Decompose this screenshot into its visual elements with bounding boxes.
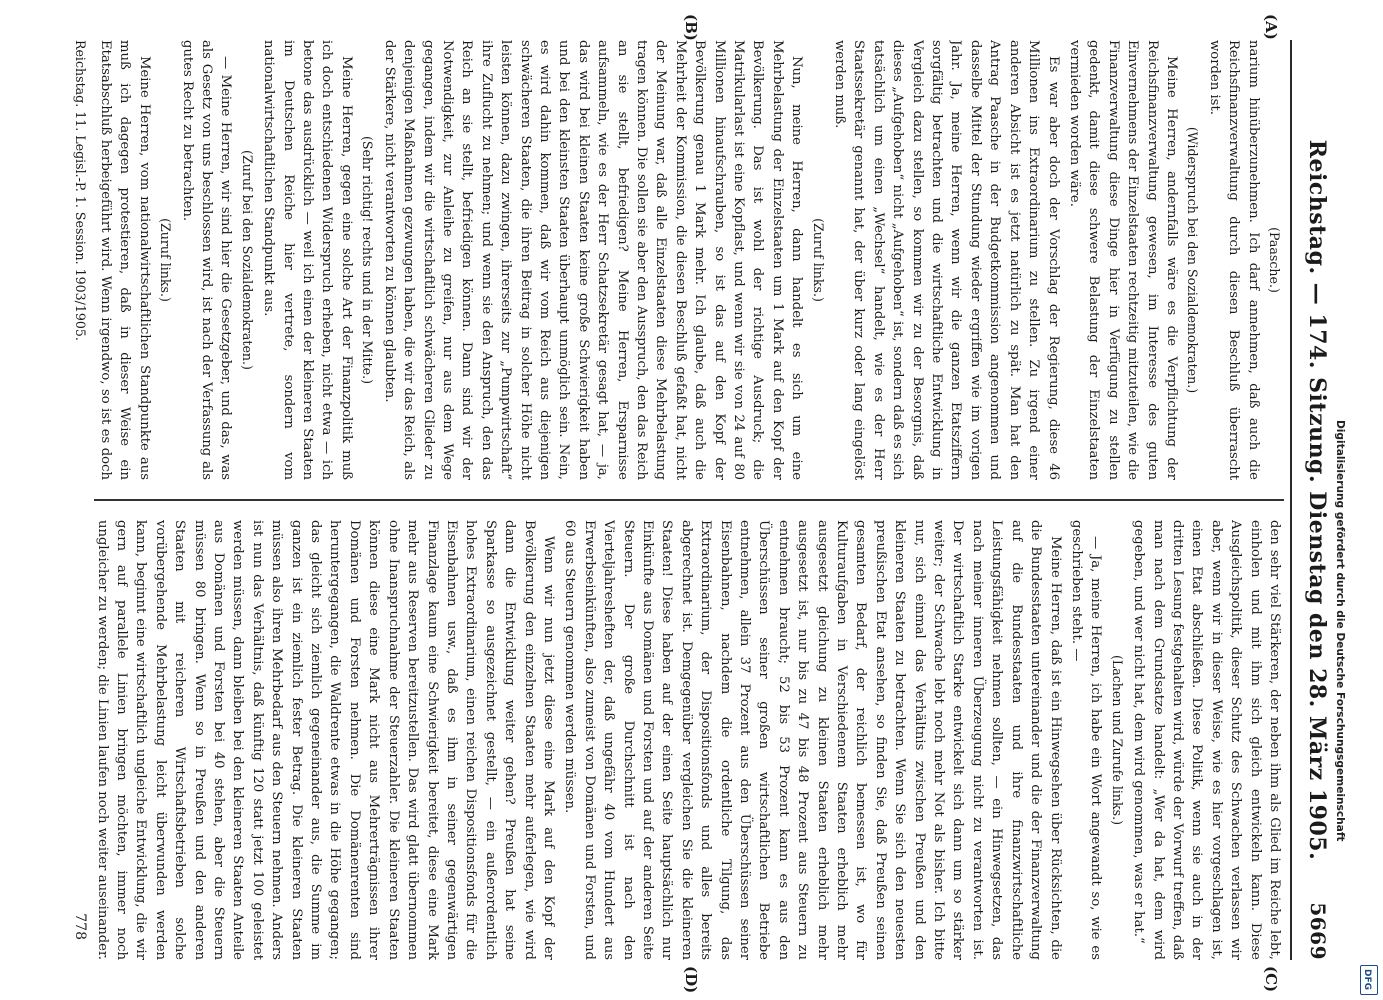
interjection: (Zuruf bei den Sozialdemokraten.) bbox=[239, 150, 255, 370]
rotated-page bbox=[40, 0, 1340, 1000]
dfg-logo-text: DFG bbox=[1362, 969, 1372, 991]
header-title: Reichstag. — 174. Sitzung. Dienstag den 28. März 1905. bbox=[1304, 139, 1330, 861]
dfg-logo-icon bbox=[1360, 965, 1378, 995]
interjection: (Zuruf links.) bbox=[810, 218, 826, 302]
interjection: (Lachen und Zurufe links.) bbox=[1109, 654, 1125, 826]
paragraph: Es war aber doch der Vorschlag der Regierung, diese 46 Millionen ins Extraordinarium zu stellen. Zu irgend einer anderen Absicht ist es jetzt natürlich zu spät. Man hat den Antrag Paasche in der Budgetkommission angenommen und dasselbe Mittel der Stundung wieder ergriffen wie im vorigen Jahr. Ja, meine Herren, wenn wir die ganzen Etatsziffern sorgfältig betrachten und die wirtschaftliche Entwicklung in Vergleich dazu stellen, so kommen wir zu der Besorgnis, daß dieses „Aufgehoben“ nicht „Aufgehoben“ ist, sondern daß es sich tatsächlich um einen „Wechsel“ handelt, wie es der Herr Staatssekretär genannt hat, der über kurz oder lang eingelöst werden muß. bbox=[832, 40, 1061, 480]
footer-number: 778 bbox=[72, 913, 88, 940]
paragraph: — Ja, meine Herren, ich habe ein Wort angewandt so, wie es geschrieben steht. — bbox=[1068, 520, 1104, 960]
margin-mark-a: (A) bbox=[1262, 14, 1280, 40]
digitization-sidebar bbox=[1334, 0, 1380, 1000]
paragraph: Meine Herren, andernfalls wäre es die Verpflichtung der Reichsfinanzverwaltung gewesen, im Interesse des guten Einvernehmens der Einzelstaaten rechtzeitig mitzuteilen, wie die Finanzverwaltung diese Dinge hier in Verfügung zu stellen gedenkt, damit diese schwere Belastung der Einzelstaaten vermieden worden wäre. bbox=[1066, 40, 1179, 480]
paragraph: Meine Herren, vom nationalwirtschaftlichen Standpunkte aus muß ich dagegen protestieren, daß in dieser Weise ein Etatsabschluß herbeigeführt wird. Wenn irgendwo, so ist es doch bbox=[98, 40, 152, 480]
page-content bbox=[40, 0, 1340, 1000]
margin-mark-b: (B) bbox=[682, 14, 700, 41]
interjection: (Sehr richtig! rechts und in der Mitte.) bbox=[360, 135, 376, 385]
paragraph: — Meine Herren, wir sind hier die Gesetzgeber, und das, was als Gesetz von uns beschlossen wird, ist nach der Verfassung als gutes Recht zu betrachten. bbox=[179, 40, 234, 480]
paragraph: Meine Herren, daß ist ein Hinwegsehen über Rücksichten, die die Bundesstaaten untereinander und die der Finanzverwaltung auf die Bundesstaaten und ihre finanzwirtschaftliche Leistungsfähigkeit nehmen sollten, — ein Hinwegsetzen, das nach meiner inneren Überzeugung nicht zu verantworten ist. Der wirtschaftlich Starke entwickelt sich dann um so stärker weiter; der Schwache lebt noch mehr Not als bisher. Ich bitte nur, sich einmal das Verhältnis zwischen Preußen und den kleineren Staaten zu betrachten. Wenn Sie sich den neuesten preußischen Etat ansehen, so finden Sie, daß Preußen seinen gesamten Bedarf, der reichlich bemessen ist, wo für Kulturaufgaben in Verschiedenem Staaten erheblich mehr ausgesetzt gleichung zu kleinen Staaten erheblich mehr ausgesetzt ist, nur bis zu 47 bis 48 Prozent aus Steuern zu entnehmen braucht; 52 bis 53 Prozent kann es aus den Überschüssen seiner großen wirtschaftlichen Betriebe entnehmen, allein 37 Prozent aus den Überschüssen seiner Eisenbahnen, nachdem die ordentliche Tilgung, das Extraordinarium, der Dispositionsfonds und alles bereits abgerechnet ist. Demgegenüber vergleichen Sie die kleineren Staaten! Diese haben auf der einen Seite hauptsächlich nur Einkünfte aus Domänen und Forsten und auf der anderen Seite Steuern. Der große Durchschnitt ist nach den Vierteljahresheften der, daß ungefähr 40 vom Hundert aus Erwerbseinkünften, also zumeist von Domänen und Forsten, und 60 aus Steuern genommen werden müssen. bbox=[562, 520, 1063, 960]
digitization-credit: Digitalisierung gefördert durch die Deutsche Forschungsgemeinschaft bbox=[1334, 420, 1346, 842]
margin-mark-c: (C) bbox=[1262, 966, 1280, 993]
footer-citation: Reichstag. 11. Legisl.-P. 1. Session. 1903/1905. bbox=[73, 40, 88, 341]
header-page-number: 5669 bbox=[1306, 902, 1330, 960]
interjection: (Widerspruch bei den Sozialdemokraten.) bbox=[1185, 126, 1201, 394]
interjection: (Zuruf links.) bbox=[158, 218, 174, 302]
right-column bbox=[94, 520, 1284, 960]
paragraph: den sehr viel Stärkeren, der neben ihm als Glied im Reiche lebt, einholen und mit ihm sich gleich entwickeln kann. Diese Ausgleichspolitik, dieser Schutz des Schwachen verlassen wir aber, wenn wir in dieser Weise, wie es hier vorgeschlagen ist, einen Etat abschließen. Diese Politik, wenn sie auch in der dritten Lesung festgehalten wird, würde der Vorwurf treffen, daß man nach dem Grundsatze handelt: „Wer da hat, dem wird gegeben, und wer nicht hat, dem wird genommen, was er hat.“ bbox=[1131, 520, 1282, 960]
paragraph: Wenn wir nun jetzt diese eine Mark auf den Kopf der Bevölkerung den einzelnen Staaten mehr auferlegen, wie wird dann die Entwicklung weiter gehen? Preußen hat seine Sparkasse so ausgezeichnet gestellt, — ein außerordentlich hohes Extraordinarium, einen reichen Dispositionsfonds für die Eisenbahnen usw., daß es ihm in seiner gegenwärtigen Finanzlage kaum eine Schwierigkeit bereitet, diese eine Mark mehr aus Reserven bereitzustellen. Das wird glatt übernommen ohne Inanspruchnahme der Steuerzahler. Die kleineren Staaten können diese eine Mark nicht aus Mehrerträgnissen ihrer Domänen und Forsten nehmen. Die Domänenrenten sind heruntergegangen, die Waldrente etwas in die Höhe gegangen; das gleicht sich ziemlich gegeneinander aus, die Summe im ganzen ist ein ziemlich fester Betrag. Die kleineren Staaten müssen also ihren Mehrbedarf aus den Steuern nehmen. Anders ist nun das Verhältnis, daß künftig 120 statt jetzt 100 geleistet werden müssen, dann bleiben bei den kleineren Staaten Anteile aus Domänen und Forsten bei 40 stehen, aber die Steuern müssen 80 bringen. Wenn so in Preußen und den anderen Staaten mit reicheren Wirtschaftsbetrieben solche vorübergehende Mehrbelastung leicht überwunden werden kann, beginnt eine wirtschaftlich ungleiche Entwicklung, die wir gern auf parallele Linien bringen möchten, immer noch ungleicher zu werden; die Linien laufen noch weiter auseinander. bbox=[94, 520, 556, 960]
paragraph: Meine Herren, gegen eine solche Art der Finanzpolitik muß ich doch entschiedenen Widerspruch erheben, nicht etwa — ich betone das ausdrücklich — weil ich einen der kleineren Staaten im Deutschen Reiche hier vertrete, sondern vom nationalwirtschaftlichen Standpunkt aus. bbox=[261, 40, 354, 480]
paragraph: Nun, meine Herren, dann handelt es sich um eine Mehrbelastung der Einzelstaaten um 1 Mark auf den Kopf der Bevölkerung. Das ist wohl der richtige Ausdruck; die Matrikularlast ist eine Kopflast, und wenn wir sie von 24 auf 80 Millionen hinaufschrauben, so ist das auf den Kopf der Bevölkerung genau 1 Mark mehr. Ich glaube, daß auch die Mehrheit der Kommission, die diesen Beschluß gefaßt hat, nicht der Meinung war, daß alle Einzelstaaten diese Mehrbelastung tragen können. Die sollen sie aber den Ausspruch, den das Reich an sie stellt, befriedigen? Meine Herren, Ersparnisse aufsammeln, wie es der Herr Schatzsekretär gesagt hat, — ja, das wird bei kleinen Staaten keine große Schwierigkeit haben und bei den kleinsten Staaten überhaupt unmöglich sein. Nein, es wird dahin kommen, daß wir vom Reich aus diejenigen schwächeren Staaten, die ihren Beitrag in solcher Höhe nicht leisten können, dazu zwingen, ihrerseits zur „Pumpwirtschaft“ ihre Zuflucht zu nehmen; und wenn sie den Anspruch, den das Reich an sie stellt, befriedigen können. Dann sind wir der Notwendigkeit, zur Anleihe zu greifen, nur aus dem Wege gegangen, indem wir die wirtschaftlich schwächeren Glieder zu denjenigen Maßnahmen gezwungen haben, die wir das Reich, als der Stärkere, nicht verantworten zu können glaubten. bbox=[381, 40, 805, 480]
paragraph: (Paasche.) bbox=[1267, 227, 1282, 293]
left-column bbox=[94, 40, 1284, 480]
column-divider bbox=[94, 499, 1284, 501]
paragraph: narium hinüberzunehmen. Ich darf annehmen, daß auch die Reichsfinanzverwaltung durch diesen Beschluß überrascht worden ist. bbox=[1206, 40, 1261, 480]
margin-mark-d: (D) bbox=[682, 966, 700, 994]
header-rule bbox=[1290, 40, 1292, 960]
